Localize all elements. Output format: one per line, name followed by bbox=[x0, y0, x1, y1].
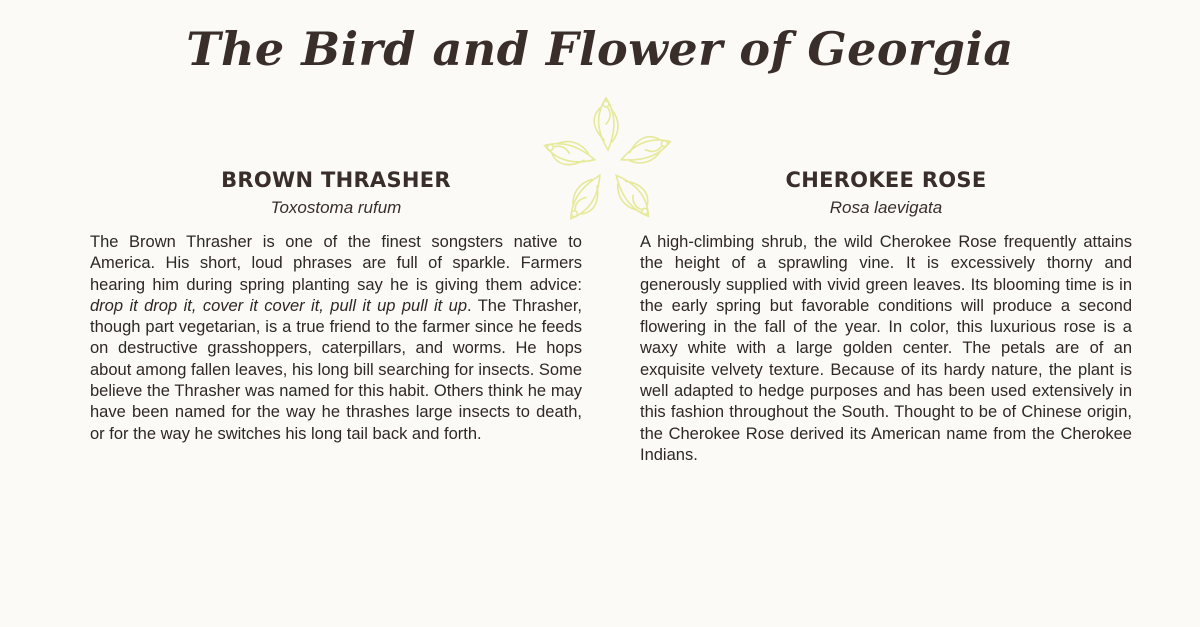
bird-section bbox=[90, 168, 582, 445]
flower-section bbox=[640, 168, 1132, 466]
bird-description-part2: . The Thrasher, though part vegetarian, is a true friend to the farmer since he feeds on destructive grasshoppers, caterpillars, and worms. He hops about among fallen leaves, his long bill searching for insects. Some believe the Thrasher was named for this habit. Others think he may have been named for the way he thrashes large insects to death, or for the way he switches his long tail back and forth. bbox=[90, 296, 582, 443]
bird-latin-name: Toxostoma rufum bbox=[270, 198, 402, 217]
flower-heading: CHEROKEE ROSE bbox=[785, 168, 987, 192]
flower-latin-name: Rosa laevigata bbox=[829, 198, 943, 217]
bird-heading: BROWN THRASHER bbox=[221, 168, 451, 192]
bird-description-advice: drop it drop it, cover it cover it, pull it up pull it up bbox=[90, 296, 468, 315]
flower-description: A high-climbing shrub, the wild Cherokee Rose frequently attains the height of a sprawling vine. It is excessively thorny and generously supplied with vivid green leaves. Its blooming time is in the early spring but favorable conditions will produce a second flowering in the fall of the year. In color, this luxurious rose is a waxy white with a large golden center. The petals are of an exquisite velvety texture. Because of its hardy nature, the plant is well adapted to hedge purposes and has been used extensively in this fashion throughout the South. Thought to be of Chinese origin, the Cherokee Rose derived its American name from the Cherokee Indians. bbox=[640, 233, 1132, 464]
bird-description bbox=[90, 232, 582, 445]
bird-description-part1: The Brown Thrasher is one of the finest songsters native to America. His short, loud phrases are full of sparkle. Farmers hearing him during spring planting say he is giving them advice: bbox=[90, 233, 582, 294]
page-title: The Bird and Flower of Georgia bbox=[186, 22, 1014, 76]
